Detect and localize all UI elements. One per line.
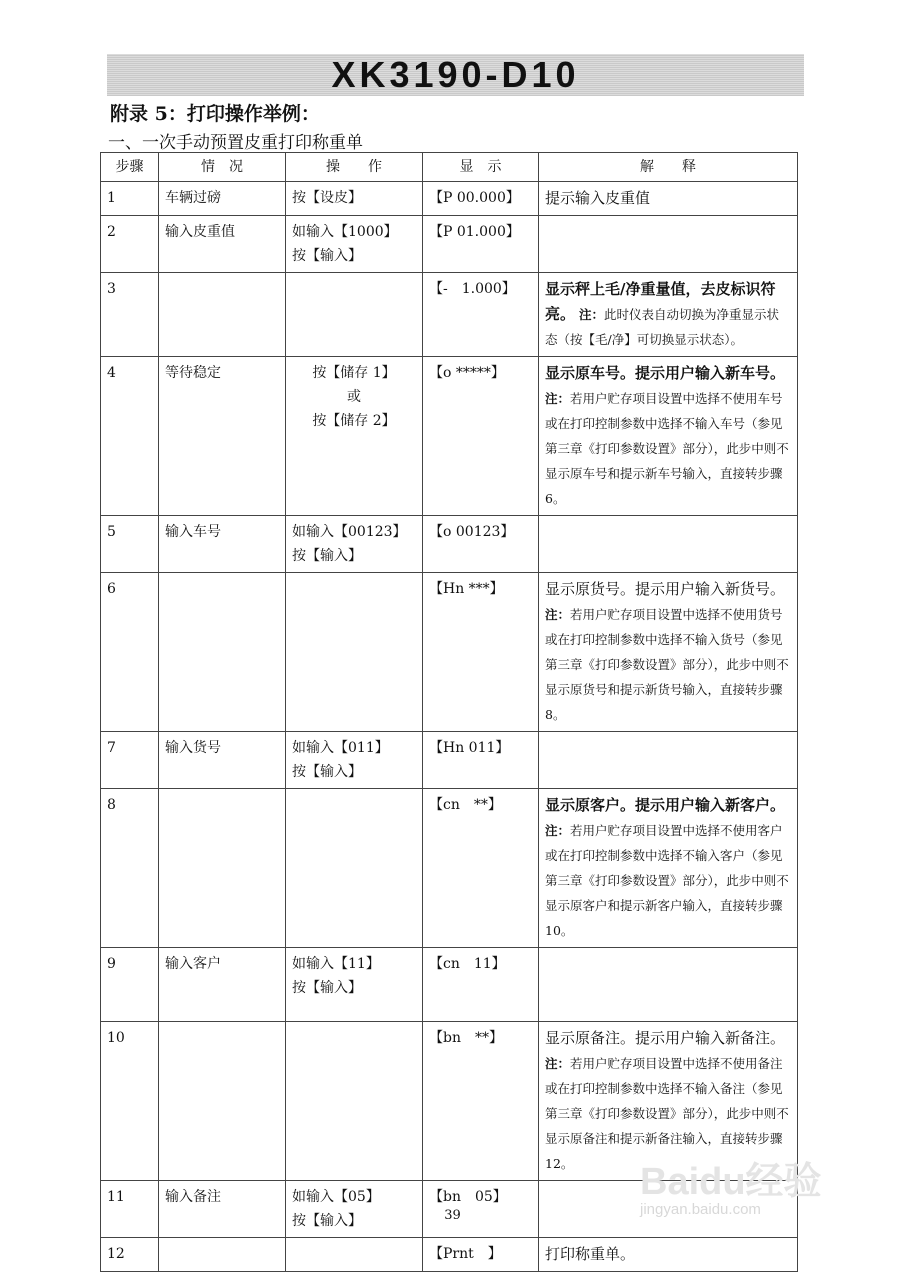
header-situation: 情 况 [159,153,286,182]
document-title-banner: XK3190-D10 [107,54,804,96]
note-text: 若用户贮存项目设置中选择不使用货号或在打印控制参数中选择不输入货号（参见第三章《打印参数设置》部分），此步中则不显示原货号和提示新货号输入，直接转步骤 8。 [545,607,789,722]
explanation-lead: 显示原备注。提示用户输入新备注。 [545,1029,786,1047]
operation-line: 按【输入】 [292,1213,362,1229]
situation-cell: 输入备注 [159,1181,286,1238]
baidu-watermark [640,1150,822,1218]
note-label: 注： [545,391,571,406]
display-cell: 【- 1.000】 [423,273,539,357]
step-cell: 2 [101,216,159,273]
operation-line: 如输入【11】 [292,956,380,972]
operation-cell [286,789,423,948]
explanation-lead: 提示输入皮重值 [545,189,651,207]
step-cell: 4 [101,357,159,516]
explanation-lead: 显示秤上毛/净重量值，去皮标识符亮。 [545,280,776,323]
explanation-lead: 显示原车号。提示用户输入新车号。 [545,364,786,382]
display-cell: 【Hn ***】 [423,573,539,732]
explanation-lead: 打印称重单。 [545,1245,636,1263]
appendix-heading: 附录 5：打印操作举例： [110,103,320,125]
watermark-logo: Baidu经验 [640,1161,822,1203]
note-label: 注： [545,1056,571,1071]
operation-cell [286,1022,423,1181]
situation-cell: 输入货号 [159,732,286,789]
header-display: 显 示 [423,153,539,182]
explanation-cell [539,573,798,732]
note-text: 若用户贮存项目设置中选择不使用备注或在打印控制参数中选择不输入备注（参见第三章《打印参数设置》部分），此步中则不显示原备注和提示新备注输入，直接转步骤 12。 [545,1056,789,1171]
operation-cell [286,1238,423,1272]
operation-cell [286,573,423,732]
situation-cell: 输入皮重值 [159,216,286,273]
operation-line: 按【输入】 [292,980,362,996]
operation-cell [286,216,423,273]
page-number: 39 [444,1208,461,1223]
note-label: 注： [545,607,571,622]
operation-line: 或 [347,389,361,405]
step-cell: 3 [101,273,159,357]
operation-line: 如输入【05】 [292,1189,380,1205]
display-cell: 【P 00.000】 [423,182,539,216]
header-operation: 操 作 [286,153,423,182]
display-cell: 【bn **】 [423,1022,539,1181]
table-header-row [101,153,798,182]
operation-line: 按【储存 2】 [312,413,396,429]
operation-cell [286,182,423,216]
note-label: 注： [579,307,605,322]
explanation-cell [539,516,798,573]
operation-cell [286,357,423,516]
step-cell: 12 [101,1238,159,1272]
explanation-cell [539,182,798,216]
operation-cell [286,732,423,789]
display-cell: 【P 01.000】 [423,216,539,273]
situation-cell [159,273,286,357]
step-cell: 9 [101,948,159,1022]
operation-line: 按【输入】 [292,248,362,264]
situation-cell: 输入车号 [159,516,286,573]
operation-cell [286,273,423,357]
operation-line: 按【储存 1】 [312,365,396,381]
display-cell: 【Hn 011】 [423,732,539,789]
explanation-cell [539,948,798,1022]
explanation-cell [539,732,798,789]
display-cell: 【o *****】 [423,357,539,516]
operation-cell [286,948,423,1022]
operation-line: 如输入【011】 [292,740,389,756]
section-heading: 一、一次手动预置皮重打印称重单 [108,133,363,153]
step-cell: 10 [101,1022,159,1181]
situation-cell [159,573,286,732]
step-cell: 6 [101,573,159,732]
situation-cell [159,1022,286,1181]
explanation-lead: 显示原客户。提示用户输入新客户。 [545,796,786,814]
table-row [101,516,798,573]
situation-cell [159,789,286,948]
note-label: 注： [545,823,571,838]
step-cell: 11 [101,1181,159,1238]
display-cell: 【o 00123】 [423,516,539,573]
operation-line: 如输入【1000】 [292,224,398,240]
table-row [101,182,798,216]
header-explanation: 解 释 [539,153,798,182]
explanation-cell [539,1238,798,1272]
step-cell: 1 [101,182,159,216]
table-row [101,948,798,1022]
table-row [101,1238,798,1272]
explanation-cell [539,357,798,516]
operation-cell [286,516,423,573]
display-cell: 【cn **】 [423,789,539,948]
display-cell: 【bn 05】 [423,1181,539,1238]
display-cell: 【Prnt 】 [423,1238,539,1272]
step-cell: 5 [101,516,159,573]
watermark-url: jingyan.baidu.com [640,1201,761,1218]
situation-cell: 车辆过磅 [159,182,286,216]
header-step: 步骤 [101,153,159,182]
table-row [101,573,798,732]
operation-line: 按【输入】 [292,548,362,564]
display-cell: 【cn 11】 [423,948,539,1022]
note-text: 若用户贮存项目设置中选择不使用车号或在打印控制参数中选择不输入车号（参见第三章《打印参数设置》部分），此步中则不显示原车号和提示新车号输入，直接转步骤 6。 [545,391,789,506]
operation-steps-table [100,152,798,1272]
operation-line: 按【设皮】 [292,190,362,206]
situation-cell: 输入客户 [159,948,286,1022]
situation-cell: 等待稳定 [159,357,286,516]
note-text: 此时仪表自动切换为净重显示状态（按【毛/净】可切换显示状态）。 [545,307,780,347]
table-row [101,732,798,789]
operation-line: 如输入【00123】 [292,524,407,540]
table-row [101,273,798,357]
table-row [101,789,798,948]
explanation-lead: 显示原货号。提示用户输入新货号。 [545,580,786,598]
step-cell: 8 [101,789,159,948]
note-text: 若用户贮存项目设置中选择不使用客户或在打印控制参数中选择不输入客户（参见第三章《打印参数设置》部分），此步中则不显示原客户和提示新客户输入，直接转步骤 10。 [545,823,789,938]
situation-cell [159,1238,286,1272]
step-cell: 7 [101,732,159,789]
explanation-cell [539,789,798,948]
operation-line: 按【输入】 [292,764,362,780]
explanation-cell [539,273,798,357]
table-row [101,357,798,516]
explanation-cell [539,216,798,273]
table-row [101,216,798,273]
